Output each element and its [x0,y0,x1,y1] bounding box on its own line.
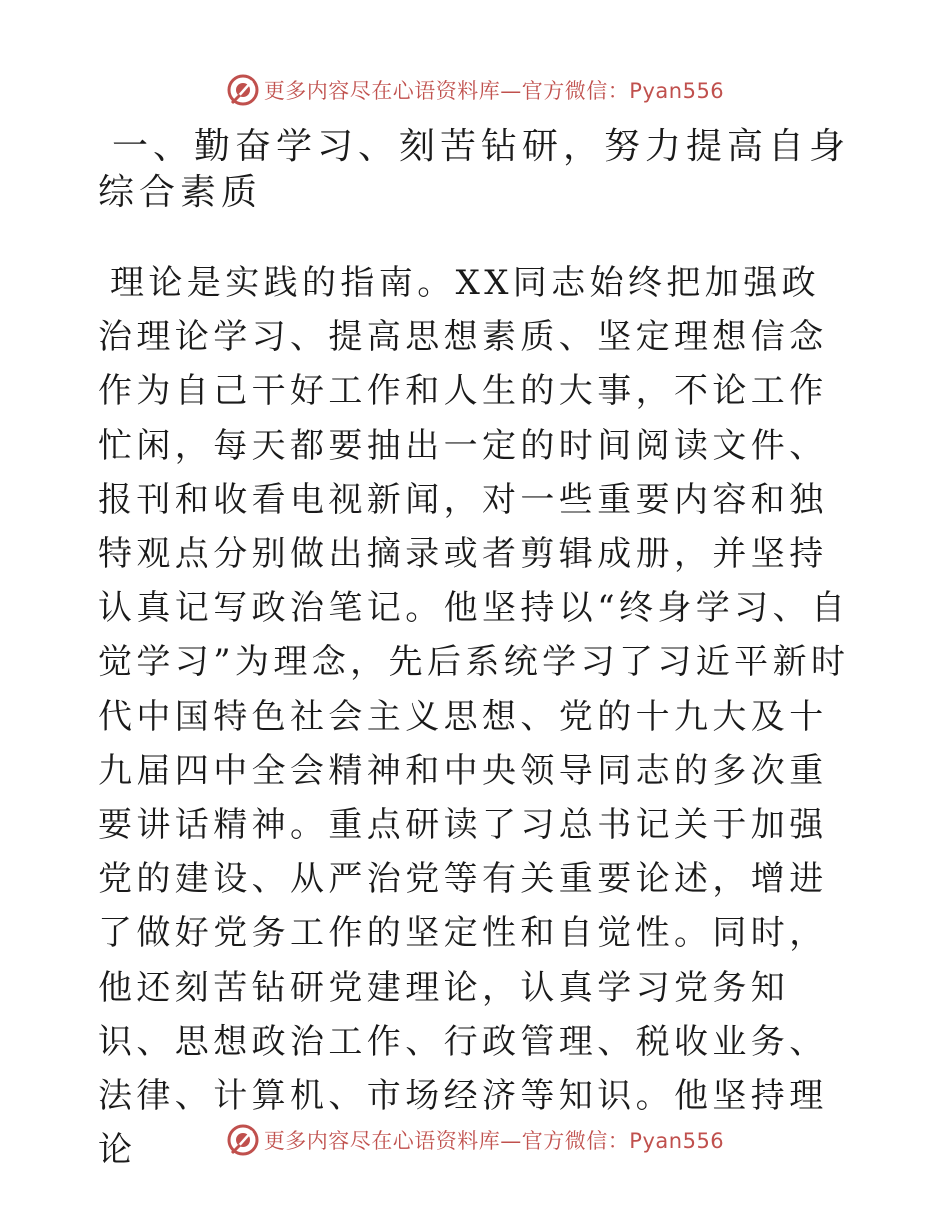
footer-watermark-text: 更多内容尽在心语资料库—官方微信：Pyan556 [263,1129,725,1153]
header-watermark-text: 更多内容尽在心语资料库—官方微信：Pyan556 [263,79,725,103]
footer-watermark-banner [0,1118,950,1162]
seal-logo-icon [226,73,260,107]
section-heading: 一、勤奋学习、刻苦钻研，努力提高自身综合素质 [98,126,851,213]
body-paragraph: 理论是实践的指南。XX同志始终把加强政治理论学习、提高思想素质、坚定理想信念作为自己干好工作和人生的大事，不论工作忙闲，每天都要抽出一定的时间阅读文件、报刊和收看电视新闻，对一些重要内容和独特观点分别做出摘录或者剪辑成册，并坚持认真记写政治笔记。他坚持以“终身学习、自觉学习”为理念，先后系统学习了习近平新时代中国特色社会主义思想、党的十九大及十九届四中全会精神和中央领导同志的多次重要讲话精神。重点研读了习总书记关于加强党的建设、从严治党等有关重要论述，增进了做好党务工作的坚定性和自觉性。同时，他还刻苦钻研党建理论，认真学习党务知识、思想政治工作、行政管理、税收业务、法律、计算机、市场经济等知识。他坚持理论 [98,263,850,1171]
seal-logo-icon [226,1123,260,1157]
header-watermark-banner [0,68,950,112]
